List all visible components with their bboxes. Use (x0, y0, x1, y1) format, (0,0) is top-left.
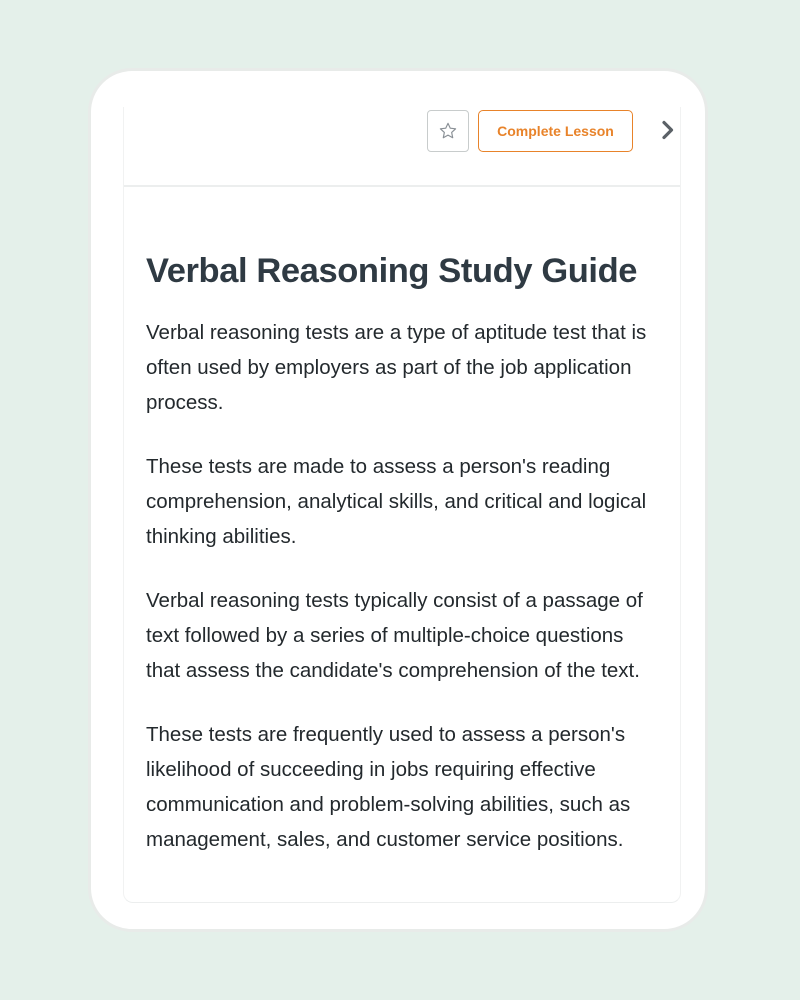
lesson-paragraph: These tests are made to assess a person's reading comprehension, analytical skills, and critical and logical thinking abilities. (146, 455, 647, 548)
lesson-screen (123, 107, 681, 903)
lesson-paragraph: These tests are frequently used to assess a person's likelihood of succeeding in jobs requiring effective communication and problem-solving abilities, such as management, sales, and customer service positions. (146, 723, 631, 851)
page-title: Verbal Reasoning Study Guide (146, 252, 638, 290)
star-icon (438, 121, 458, 141)
lesson-content (124, 249, 680, 857)
lesson-toolbar (124, 107, 680, 187)
lesson-paragraph: Verbal reasoning tests typically consist of a passage of text followed by a series of multiple-choice questions that assess the candidate's comprehension of the text. (146, 589, 643, 682)
complete-lesson-button[interactable]: Complete Lesson (478, 110, 633, 152)
favorite-button[interactable] (427, 110, 469, 152)
lesson-paragraph: Verbal reasoning tests are a type of aptitude test that is often used by employers as part of the job application process. (146, 321, 647, 414)
device-frame (88, 68, 708, 932)
next-lesson-button[interactable] (658, 117, 678, 143)
chevron-right-icon (661, 120, 675, 140)
